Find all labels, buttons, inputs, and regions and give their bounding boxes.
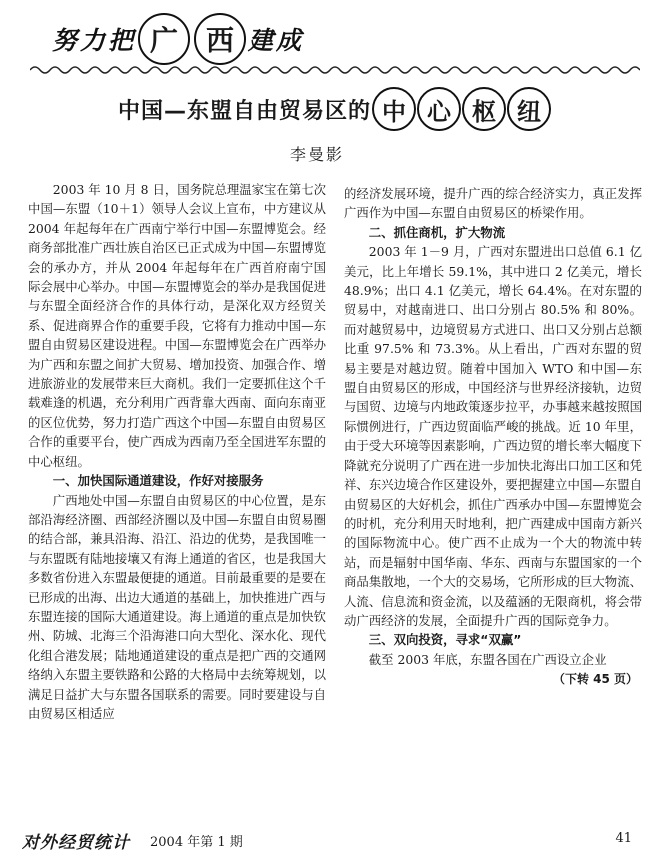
issue-number: 2004 年第 1 期 (150, 835, 243, 850)
paragraph: 2003 年 10 月 8 日，国务院总理温家宝在第七次中国—东盟（10＋1）领导人会议上宣布，中方建议从 2004 年起每年在广西南宁举行中国—东盟博览会。经商务部批准广西壮族自治区已正式成为中国—东盟博览会的承办方，并从 2004 年起每年在广西首府南宁国际会展中心举办。中国—东盟博览会的举办是我国促进与东盟全面经济合作的具体行动，是深化双方经贸关系、促进商界合作的重要手段，它将有力推动中国—东盟自由贸易区建设进程。中国—东盟博览会在广西举办为广西和东盟之间扩大贸易、增加投资、加强合作、增进旅游业的发展带来巨大商机。我们一定要抓住这个千载难逢的机遇，充分利用广西背靠大西南、面向东南亚的区位优势，努力打造广西这个中国—东盟自由贸易区合作的重要平台，使广西成为西南乃至全国进军东盟的中心枢纽。 (28, 182, 326, 469)
banner-suffix: 建成 (248, 26, 305, 55)
decorative-wave-divider (30, 64, 640, 76)
left-column (28, 180, 326, 723)
banner-circled-char: 西 (194, 13, 246, 65)
banner-prefix: 努力把 (52, 26, 137, 55)
title-main: 中国—东盟自由贸易区的 (118, 98, 372, 124)
right-column (344, 184, 642, 690)
paragraph-continued: 的经济发展环境，提升广西的综合经济实力，真正发挥广西作为中国—东盟自由贸易区的桥梁作用。 (344, 186, 642, 221)
magazine-name: 对外经贸统计 (22, 833, 130, 853)
page-footer (22, 828, 636, 852)
author-name: 李曼影 (290, 145, 345, 164)
section-heading: 三、双向投资，寻求“双赢” (368, 632, 522, 648)
continued-note: （下转 45 页） (552, 672, 638, 687)
title-circled-char: 心 (417, 87, 461, 131)
section-heading: 二、抓住商机，扩大物流 (368, 224, 506, 240)
title-circled-char: 纽 (507, 87, 551, 131)
paragraph: 截至 2003 年底，东盟各国在广西设立企业 (368, 651, 607, 667)
banner-circled-char: 广 (138, 13, 190, 65)
article-title (118, 84, 551, 134)
page-number: 41 (615, 831, 632, 846)
section-heading: 一、加快国际通道建设，作好对接服务 (52, 473, 264, 489)
title-circled-char: 中 (372, 87, 416, 131)
section-banner (52, 8, 304, 70)
paragraph: 2003 年 1－9 月，广西对东盟进出口总值 6.1 亿美元，比上年增长 59.1%，其中进口 2 亿美元，增长 48.9%；出口 4.1 亿美元，增长 64.4%。在对东盟的贸易中，对越南进口、出口分别占 80.5% 和 80%。而对越贸易中，边境贸易方式进口、出口又分别占总额比重 97.5% 和 73.3%。从上看出，广西对东盟的贸易主要是对越边贸。随着中国加入 WTO 和中国—东盟自由贸易区的形成，中国经济与世界经济接轨，边贸与国贸、边境与内地政策逐步拉平，办事越来越按照国际惯例进行，广西边贸面临严峻的挑战。近 10 年里，由于受大环境等因素影响，广西边贸的增长率大幅度下降就充分说明了广西在进一步加快北海出口加工区和凭祥、东兴边境合作区建设外，要把握建立中国—东盟自由贸易区的大好机会，抓住广西承办中国—东盟博览会的时机，充分利用天时地利，把广西建成中国南方新兴的国际物流中心。使广西不止成为一个大的物流中转站，而是辐射中国华南、华东、西南与东盟国家的一个商品集散地，一个大的交易场，它所形成的巨大物流、人流、信息流和资金流，以及蕴涵的无限商机，将会带动广西经济的发展，全面提升广西的国际竞争力。 (344, 244, 642, 628)
paragraph: 广西地处中国—东盟自由贸易区的中心位置，是东部沿海经济圈、西部经济圈以及中国—东盟自由贸易圈的结合部，兼具沿海、沿江、沿边的优势，是我国唯一与东盟既有陆地接壤又有海上通道的省区，也是我国大多数省份进入东盟最便捷的通道。目前最重要的是要在已形成的出海、出边大通道的基础上，加快推进广西与东盟连接的国际大通道建设。海上通道的重点是加快钦州、防城、北海三个沿海港口向大型化、深水化、现代化组合港发展；陆地通道建设的重点是把广西的交通网络纳入东盟主要铁路和公路的大格局中去统筹规划，以满足日益扩大与东盟各国联系的需要。同时要建设与自由贸易区相适应 (28, 492, 326, 721)
title-circled-char: 枢 (462, 87, 506, 131)
